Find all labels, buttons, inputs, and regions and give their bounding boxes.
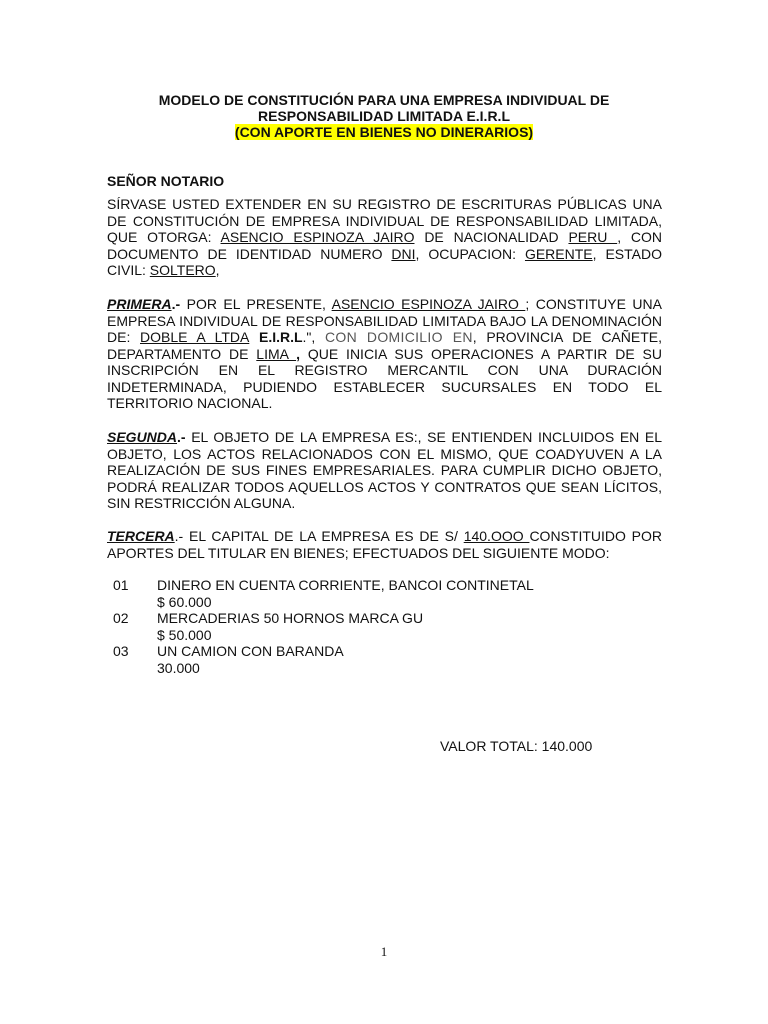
clause-label: TERCERA xyxy=(107,528,175,544)
domicile-text: CON DOMICILIO EN xyxy=(324,329,473,345)
contribution-list xyxy=(113,577,613,676)
clause-text: POR EL PRESENTE, xyxy=(180,296,332,312)
company-name: DOBLE A LTDA xyxy=(140,329,250,345)
clause-text: EL OBJETO DE LA EMPRESA ES:, SE ENTIENDEN INCLUIDOS EN EL OBJETO, LOS ACTOS RELACIONADOS CON EL MISMO, QUE COADYUVEN A LA REALIZACIÓN DE SUS FINES EMPRESARIALES. PARA CUMPLIR DICHO OBJETO, PODRÁ REALIZAR TODOS AQUELLOS ACTOS Y CONTRATOS QUE SEAN LÍCITOS, SIN RESTRICCIÓN ALGUNA. xyxy=(107,429,662,511)
item-description: MERCADERIAS 50 HORNOS MARCA GU xyxy=(157,610,424,626)
list-item xyxy=(113,577,613,610)
intro-text: , OCUPACION: xyxy=(415,245,525,262)
item-description: UN CAMION CON BARANDA xyxy=(157,643,344,659)
department: LIMA xyxy=(256,345,297,362)
intro-paragraph xyxy=(107,196,662,279)
item-number: 01 xyxy=(113,577,129,593)
total-value: VALOR TOTAL: 140.000 xyxy=(440,738,593,754)
occupation: GERENTE xyxy=(524,245,593,262)
highlighted-subtitle: (CON APORTE EN BIENES NO DINERARIOS) xyxy=(234,124,534,140)
comma: , xyxy=(296,345,300,362)
clause-text: .", xyxy=(302,329,325,345)
item-description: DINERO EN CUENTA CORRIENTE, BANCOI CONTINETAL xyxy=(157,577,534,593)
clause-text: QUE INICIA SUS OPERACIONES A PARTIR DE SU INSCRIPCIÓN EN EL REGISTRO MERCANTIL CON UNA DURACIÓN INDETERMINADA, PUDIENDO ESTABLECER SUCURSALES EN TODO EL TERRITORIO NACIONAL. xyxy=(107,345,662,411)
item-value: $ 60.000 xyxy=(157,593,212,610)
intro-text: DE NACIONALIDAD xyxy=(414,229,569,245)
list-item xyxy=(113,610,613,643)
document-type: DNI xyxy=(391,245,416,262)
title-line-2: RESPONSABILIDAD LIMITADA E.I.R.L xyxy=(258,108,510,124)
clause-primera xyxy=(107,296,662,412)
intro-text: , CON DOCUMENTO DE IDENTIDAD NUMERO xyxy=(107,229,663,262)
nationality: PERU xyxy=(568,229,618,245)
item-value: 30.000 xyxy=(157,659,200,676)
grantor-name: ASENCIO ESPINOZA JAIRO xyxy=(331,296,526,312)
clause-separator: .- xyxy=(171,296,181,312)
clause-text: , PROVINCIA DE CAÑETE, DEPARTAMENTO DE xyxy=(107,329,662,362)
document-title xyxy=(100,92,668,140)
grantor-name: ASENCIO ESPINOZA JAIRO xyxy=(220,229,415,245)
page-number: 1 xyxy=(380,944,388,959)
intro-text: , xyxy=(215,262,220,278)
clause-label: SEGUNDA xyxy=(107,429,178,445)
clause-segunda xyxy=(107,429,662,512)
intro-text: SÍRVASE USTED EXTENDER EN SU REGISTRO DE ESCRITURAS PÚBLICAS UNA DE CONSTITUCIÓN DE EMPRESA INDIVIDUAL DE RESPONSABILIDAD LIMITADA, QUE OTORGA: xyxy=(107,196,662,245)
title-subtitle xyxy=(100,124,668,140)
list-item xyxy=(113,643,613,676)
title-line-1: MODELO DE CONSTITUCIÓN PARA UNA EMPRESA INDIVIDUAL DE xyxy=(158,92,610,108)
salutation: SEÑOR NOTARIO xyxy=(107,173,225,189)
clause-text: CONSTITUIDO POR APORTES DEL TITULAR EN BIENES; EFECTUADOS DEL SIGUIENTE MODO: xyxy=(107,528,663,561)
intro-text: , ESTADO CIVIL: xyxy=(107,245,662,278)
clause-text: ; CONSTITUYE UNA EMPRESA INDIVIDUAL DE RESPONSABILIDAD LIMITADA BAJO LA DENOMINACIÓN DE: xyxy=(107,296,662,345)
clause-label: PRIMERA xyxy=(107,296,172,312)
item-number: 03 xyxy=(113,643,129,659)
company-suffix: E.I.R.L xyxy=(249,329,303,345)
item-number: 02 xyxy=(113,610,129,626)
clause-tercera xyxy=(107,528,662,561)
capital-amount: 140.OOO xyxy=(463,528,530,544)
clause-separator: .- xyxy=(177,429,186,445)
civil-status: SOLTERO xyxy=(149,262,216,278)
item-value: $ 50.000 xyxy=(157,626,212,643)
clause-text: .- EL CAPITAL DE LA EMPRESA ES DE S/ xyxy=(174,528,464,544)
